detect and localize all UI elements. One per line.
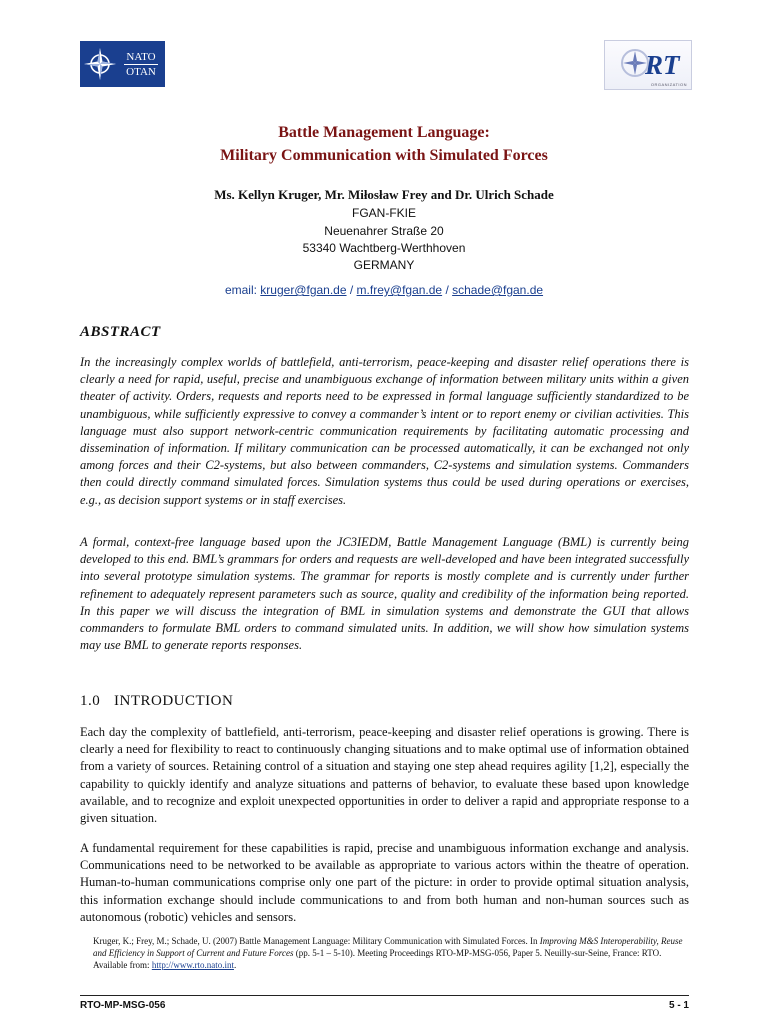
email-link-schade[interactable]: schade@fgan.de [452,283,544,297]
nato-logo-line2: OTAN [126,65,156,78]
email-line [0,283,768,297]
footer-doc-id: RTO-MP-MSG-056 [80,1000,166,1011]
nato-logo [80,41,165,87]
email-label: email: [224,283,257,297]
email-link-kruger[interactable]: kruger@fgan.de [260,283,347,297]
affiliation-line: 53340 Wachtberg-Werthhoven [302,241,466,255]
intro-paragraph-2: A fundamental requirement for these capabilities is rapid, precise and unambiguous information exchange and analysis. Communications need to be networked to be available as appropriate to various actors within the theatre of operation. Human-to-human communications comprise only one part of the picture: in order to provide optimal situation analysis, this information exchange should include communications to and from both human and non-human sources such as autonomous (robotic) vehicles and sensors. [80,841,689,924]
email-link-frey[interactable]: m.frey@fgan.de [356,283,443,297]
affiliation-line: GERMANY [353,258,415,272]
affiliation-line: Neuenahrer Straße 20 [324,224,444,238]
affiliation-line: FGAN-FKIE [351,206,416,220]
section-title: INTRODUCTION [114,693,234,709]
rto-logo-letters: RT [645,50,680,80]
nato-logo-text [120,51,162,78]
nato-compass-star-icon [80,41,120,87]
footnote-book-title: Improving M&S Interoperability, Reuse and Efficiency in Support of Current and Future Forces [93,936,683,958]
email-separator: / [442,283,453,297]
citation-footnote [93,935,689,971]
section-number: 1.0 [80,693,101,709]
abstract-heading: ABSTRACT [80,324,161,340]
nato-logo-line1: NATO [126,50,156,63]
authors: Ms. Kellyn Kruger, Mr. Miłosław Frey and Dr. Ulrich Schade [214,187,554,202]
footer-page-number: 5 - 1 [668,1000,689,1011]
email-separator: / [346,283,357,297]
footer-divider [80,995,689,996]
footnote-citation: Kruger, K.; Frey, M.; Schade, U. (2007) Battle Management Language: Military Communication with Simulated Forces. In [93,936,540,946]
rto-logo-caption: ORGANIZATION [650,82,687,87]
rto-logo [604,40,692,90]
abstract-paragraph-1: In the increasingly complex worlds of battlefield, anti-terrorism, peace-keeping and disaster relief operations there is clearly a need for rapid, useful, precise and unambiguous exchange of information between military units within a given theater of activity. Orders, requests and reports need to be expressed in formal language sufficiently standardized to be unambiguous, while sufficiently expressive to convey a commander’s intent or to report enemy or civilian activities. This language must also support network-centric communication requirements by facilitating automatic processing and dissemination of information. If military communication can be processed automatically, it can be exchanged not only among forces and their C2-systems, but also between commanders, C2-systems and simulation systems. Commanders then could directly command simulated forces. Simulation systems thus could be used during operations or exercises, e.g., as decision support systems or in staff exercises. [80,355,689,507]
abstract-paragraph-2: A formal, context-free language based upon the JC3IEDM, Battle Management Language (BML) is currently being developed to this end. BML’s grammars for orders and requests are well-developed and have been integrated successfully into several prototype simulation systems. The grammar for reports is mostly complete and is currently under further refinement to adequately represent parameters such as source, quality and credibility of the information being reported. In this paper we will discuss the integration of BML in simulation systems and demonstrate the GUI that allows commanders to formulate BML orders to command simulated units. In addition, we will show how simulation systems may use BML to generate reports responses. [80,535,689,653]
footnote-pages: (pp. 5-1 – 5-10). Meeting Proceedings RTO-MP-MSG-056, Paper 5. Neuilly-sur-Seine, France: RTO. Available from: [93,948,662,970]
paper-title-line1: Battle Management Language: [278,124,490,141]
intro-paragraph-1: Each day the complexity of battlefield, anti-terrorism, peace-keeping and disaster relief operations is growing. There is clearly a need for flexibility to react to continuously changing situations and to make optimal use of information obtained from a variety of sources. Retaining control of a situation and staying one step ahead requires agility [1,2], especially the capability to quickly identify and analyze situations and patterns of behavior, to evaluate these based upon knowledge available, and to recognize and exploit unexpected opportunities in order to deliver a rapid and appropriate response to a given situation. [80,725,689,826]
footnote-end: . [233,960,237,970]
footnote-url-link[interactable]: http://www.rto.nato.int [151,960,234,970]
paper-title-line2: Military Communication with Simulated Forces [220,147,548,164]
section-heading-introduction [80,693,233,710]
